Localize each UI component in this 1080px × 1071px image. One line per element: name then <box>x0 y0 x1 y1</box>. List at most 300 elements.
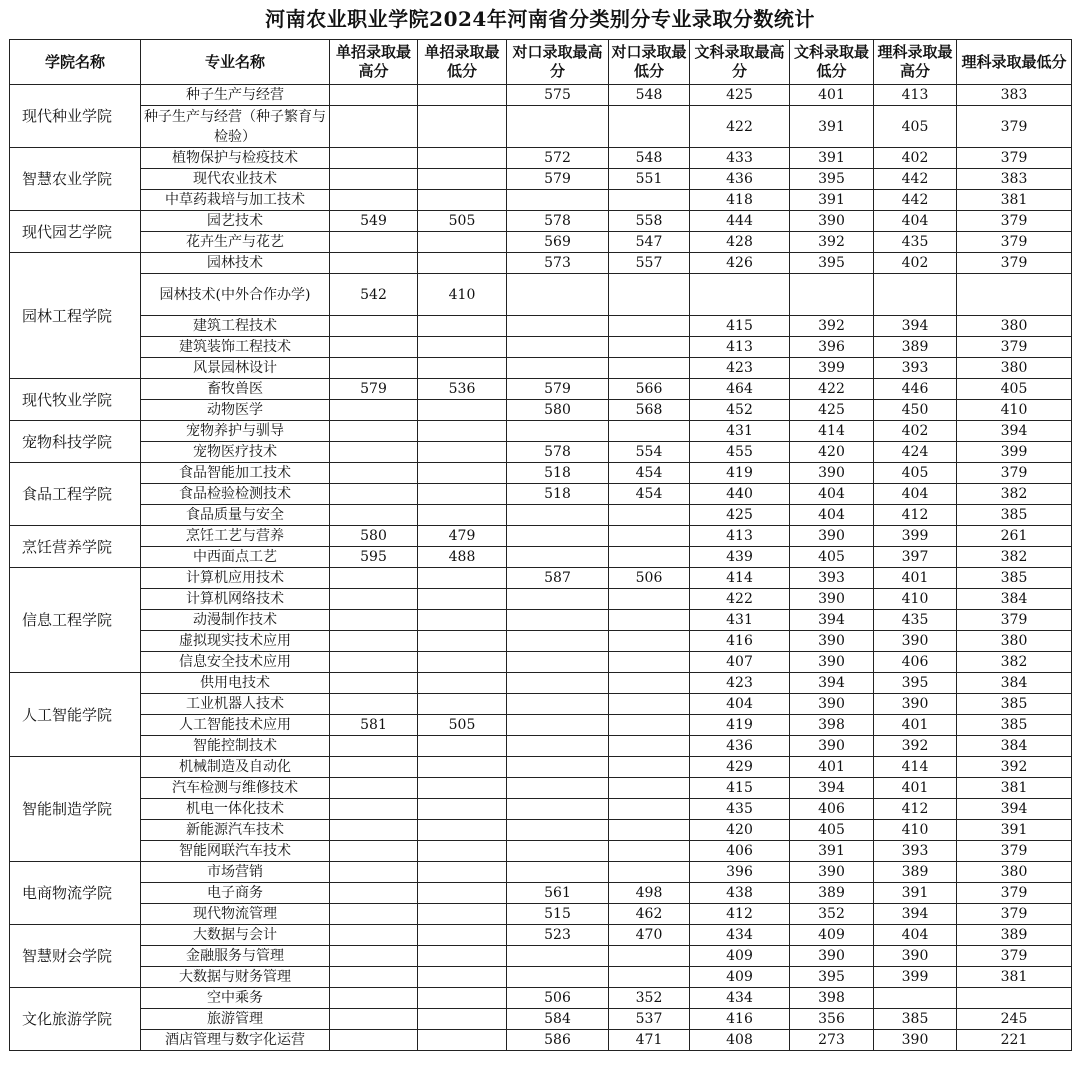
science-min-cell: 384 <box>957 673 1072 694</box>
major-name-cell: 虚拟现实技术应用 <box>141 631 330 652</box>
major-name-cell: 供用电技术 <box>141 673 330 694</box>
arts-max-cell: 409 <box>690 946 790 967</box>
science-min-cell: 261 <box>957 526 1072 547</box>
science-min-cell: 381 <box>957 967 1072 988</box>
vocational-min-cell <box>609 106 690 148</box>
science-max-cell: 424 <box>874 442 957 463</box>
science-min-cell: 405 <box>957 379 1072 400</box>
arts-min-cell: 404 <box>790 505 874 526</box>
college-name-cell: 现代牧业学院 <box>10 379 141 421</box>
arts-min-cell: 390 <box>790 652 874 673</box>
arts-max-cell: 420 <box>690 820 790 841</box>
table-row <box>10 883 1072 904</box>
arts-max-cell: 416 <box>690 631 790 652</box>
single-min-cell <box>418 484 507 505</box>
header-single-max: 单招录取最高分 <box>330 40 418 85</box>
major-name-cell: 智能网联汽车技术 <box>141 841 330 862</box>
vocational-min-cell <box>609 526 690 547</box>
science-min-cell: 379 <box>957 148 1072 169</box>
science-max-cell: 404 <box>874 211 957 232</box>
science-max-cell: 389 <box>874 337 957 358</box>
major-name-cell: 建筑装饰工程技术 <box>141 337 330 358</box>
science-max-cell: 413 <box>874 85 957 106</box>
college-name-cell: 食品工程学院 <box>10 463 141 526</box>
science-min-cell: 380 <box>957 358 1072 379</box>
header-college: 学院名称 <box>10 40 141 85</box>
arts-min-cell: 356 <box>790 1009 874 1030</box>
science-max-cell: 412 <box>874 799 957 820</box>
single-min-cell: 505 <box>418 715 507 736</box>
arts-max-cell: 428 <box>690 232 790 253</box>
single-min-cell <box>418 400 507 421</box>
science-min-cell: 379 <box>957 211 1072 232</box>
arts-max-cell: 423 <box>690 358 790 379</box>
vocational-max-cell: 579 <box>507 169 609 190</box>
vocational-min-cell <box>609 631 690 652</box>
vocational-min-cell: 471 <box>609 1030 690 1051</box>
vocational-max-cell: 578 <box>507 442 609 463</box>
arts-max-cell: 422 <box>690 589 790 610</box>
single-max-cell <box>330 988 418 1009</box>
table-row <box>10 589 1072 610</box>
table-row <box>10 526 1072 547</box>
single-min-cell <box>418 778 507 799</box>
single-max-cell <box>330 589 418 610</box>
arts-min-cell: 394 <box>790 610 874 631</box>
arts-max-cell: 419 <box>690 715 790 736</box>
vocational-min-cell: 566 <box>609 379 690 400</box>
science-min-cell: 379 <box>957 841 1072 862</box>
single-min-cell <box>418 988 507 1009</box>
science-min-cell: 383 <box>957 85 1072 106</box>
table-row <box>10 925 1072 946</box>
science-max-cell: 402 <box>874 148 957 169</box>
science-max-cell: 404 <box>874 925 957 946</box>
science-min-cell: 379 <box>957 904 1072 925</box>
header-arts-min: 文科录取最低分 <box>790 40 874 85</box>
science-min-cell: 391 <box>957 820 1072 841</box>
vocational-max-cell: 518 <box>507 484 609 505</box>
major-name-cell: 动物医学 <box>141 400 330 421</box>
arts-min-cell: 409 <box>790 925 874 946</box>
science-min-cell: 382 <box>957 652 1072 673</box>
college-name-cell: 信息工程学院 <box>10 568 141 673</box>
single-max-cell <box>330 967 418 988</box>
vocational-min-cell <box>609 190 690 211</box>
vocational-max-cell <box>507 694 609 715</box>
science-max-cell: 404 <box>874 484 957 505</box>
science-max-cell: 442 <box>874 169 957 190</box>
arts-min-cell: 401 <box>790 85 874 106</box>
single-max-cell: 549 <box>330 211 418 232</box>
arts-max-cell: 434 <box>690 925 790 946</box>
single-max-cell <box>330 484 418 505</box>
vocational-max-cell: 584 <box>507 1009 609 1030</box>
major-name-cell: 园艺技术 <box>141 211 330 232</box>
single-max-cell <box>330 799 418 820</box>
vocational-max-cell: 578 <box>507 211 609 232</box>
table-row <box>10 673 1072 694</box>
header-vocational-min: 对口录取最低分 <box>609 40 690 85</box>
science-max-cell: 435 <box>874 610 957 631</box>
science-min-cell: 384 <box>957 589 1072 610</box>
single-max-cell <box>330 631 418 652</box>
major-name-cell: 宠物养护与驯导 <box>141 421 330 442</box>
major-name-cell: 汽车检测与维修技术 <box>141 778 330 799</box>
single-max-cell: 581 <box>330 715 418 736</box>
science-min-cell: 380 <box>957 631 1072 652</box>
arts-max-cell: 436 <box>690 736 790 757</box>
arts-min-cell: 391 <box>790 841 874 862</box>
vocational-max-cell <box>507 358 609 379</box>
single-min-cell <box>418 673 507 694</box>
arts-max-cell: 414 <box>690 568 790 589</box>
arts-max-cell: 439 <box>690 547 790 568</box>
science-max-cell: 405 <box>874 463 957 484</box>
vocational-min-cell <box>609 505 690 526</box>
single-min-cell <box>418 694 507 715</box>
science-min-cell: 385 <box>957 694 1072 715</box>
science-min-cell: 385 <box>957 568 1072 589</box>
vocational-min-cell <box>609 799 690 820</box>
major-name-cell: 工业机器人技术 <box>141 694 330 715</box>
arts-max-cell: 438 <box>690 883 790 904</box>
single-min-cell <box>418 862 507 883</box>
arts-max-cell: 426 <box>690 253 790 274</box>
arts-min-cell: 392 <box>790 232 874 253</box>
college-name-cell: 文化旅游学院 <box>10 988 141 1051</box>
vocational-min-cell <box>609 358 690 379</box>
single-min-cell <box>418 463 507 484</box>
single-max-cell <box>330 148 418 169</box>
major-name-cell: 种子生产与经营 <box>141 85 330 106</box>
vocational-max-cell: 523 <box>507 925 609 946</box>
arts-min-cell: 399 <box>790 358 874 379</box>
arts-min-cell: 404 <box>790 484 874 505</box>
table-row <box>10 463 1072 484</box>
single-max-cell <box>330 673 418 694</box>
vocational-max-cell <box>507 652 609 673</box>
major-name-cell: 新能源汽车技术 <box>141 820 330 841</box>
major-name-cell: 现代农业技术 <box>141 169 330 190</box>
vocational-max-cell: 579 <box>507 379 609 400</box>
arts-max-cell: 436 <box>690 169 790 190</box>
arts-min-cell: 422 <box>790 379 874 400</box>
single-min-cell <box>418 883 507 904</box>
science-max-cell: 406 <box>874 652 957 673</box>
table-row <box>10 442 1072 463</box>
science-max-cell: 391 <box>874 883 957 904</box>
single-min-cell <box>418 169 507 190</box>
single-min-cell <box>418 1009 507 1030</box>
vocational-max-cell <box>507 106 609 148</box>
table-row <box>10 862 1072 883</box>
vocational-min-cell: 548 <box>609 148 690 169</box>
vocational-max-cell <box>507 946 609 967</box>
science-min-cell: 379 <box>957 337 1072 358</box>
page-title: 河南农业职业学院2024年河南省分类别分专业录取分数统计 <box>265 7 815 31</box>
arts-max-cell: 429 <box>690 757 790 778</box>
single-max-cell <box>330 946 418 967</box>
vocational-max-cell: 518 <box>507 463 609 484</box>
science-max-cell <box>874 274 957 316</box>
arts-min-cell: 390 <box>790 946 874 967</box>
vocational-min-cell <box>609 421 690 442</box>
table-row <box>10 169 1072 190</box>
vocational-min-cell: 506 <box>609 568 690 589</box>
arts-max-cell: 435 <box>690 799 790 820</box>
arts-max-cell: 431 <box>690 610 790 631</box>
single-max-cell <box>330 778 418 799</box>
arts-max-cell: 452 <box>690 400 790 421</box>
table-row <box>10 148 1072 169</box>
vocational-max-cell: 573 <box>507 253 609 274</box>
arts-max-cell <box>690 274 790 316</box>
table-row <box>10 799 1072 820</box>
science-min-cell: 389 <box>957 925 1072 946</box>
arts-min-cell: 390 <box>790 694 874 715</box>
arts-max-cell: 464 <box>690 379 790 400</box>
major-name-cell: 机电一体化技术 <box>141 799 330 820</box>
science-max-cell: 401 <box>874 778 957 799</box>
vocational-min-cell: 498 <box>609 883 690 904</box>
vocational-min-cell: 558 <box>609 211 690 232</box>
college-name-cell: 智慧农业学院 <box>10 148 141 211</box>
single-min-cell <box>418 190 507 211</box>
college-name-cell: 烹饪营养学院 <box>10 526 141 568</box>
single-min-cell: 505 <box>418 211 507 232</box>
table-row <box>10 610 1072 631</box>
major-name-cell: 风景园林设计 <box>141 358 330 379</box>
arts-max-cell: 404 <box>690 694 790 715</box>
single-max-cell <box>330 253 418 274</box>
single-max-cell <box>330 736 418 757</box>
arts-min-cell: 389 <box>790 883 874 904</box>
science-min-cell: 379 <box>957 253 1072 274</box>
single-min-cell <box>418 148 507 169</box>
science-min-cell <box>957 988 1072 1009</box>
table-row <box>10 85 1072 106</box>
single-max-cell <box>330 841 418 862</box>
single-min-cell <box>418 589 507 610</box>
science-max-cell: 390 <box>874 946 957 967</box>
arts-min-cell: 391 <box>790 148 874 169</box>
table-row <box>10 568 1072 589</box>
arts-max-cell: 413 <box>690 526 790 547</box>
vocational-max-cell: 586 <box>507 1030 609 1051</box>
single-max-cell <box>330 463 418 484</box>
science-max-cell: 394 <box>874 316 957 337</box>
vocational-min-cell: 537 <box>609 1009 690 1030</box>
arts-min-cell: 398 <box>790 715 874 736</box>
science-min-cell: 379 <box>957 883 1072 904</box>
science-min-cell: 394 <box>957 421 1072 442</box>
arts-max-cell: 396 <box>690 862 790 883</box>
single-min-cell <box>418 1030 507 1051</box>
single-max-cell <box>330 190 418 211</box>
arts-max-cell: 455 <box>690 442 790 463</box>
vocational-min-cell <box>609 694 690 715</box>
science-min-cell: 381 <box>957 778 1072 799</box>
single-min-cell: 536 <box>418 379 507 400</box>
arts-min-cell: 394 <box>790 778 874 799</box>
science-min-cell: 379 <box>957 463 1072 484</box>
science-min-cell: 245 <box>957 1009 1072 1030</box>
single-min-cell <box>418 841 507 862</box>
vocational-min-cell <box>609 337 690 358</box>
table-row <box>10 484 1072 505</box>
single-max-cell <box>330 652 418 673</box>
arts-min-cell: 395 <box>790 169 874 190</box>
single-max-cell <box>330 820 418 841</box>
table-row <box>10 694 1072 715</box>
arts-max-cell: 444 <box>690 211 790 232</box>
single-max-cell <box>330 358 418 379</box>
major-name-cell: 金融服务与管理 <box>141 946 330 967</box>
science-max-cell: 446 <box>874 379 957 400</box>
single-max-cell <box>330 1030 418 1051</box>
arts-min-cell: 390 <box>790 862 874 883</box>
vocational-max-cell <box>507 316 609 337</box>
single-max-cell: 542 <box>330 274 418 316</box>
science-max-cell: 412 <box>874 505 957 526</box>
vocational-min-cell <box>609 946 690 967</box>
arts-min-cell <box>790 274 874 316</box>
table-row <box>10 946 1072 967</box>
single-min-cell <box>418 316 507 337</box>
admission-score-table <box>9 39 1072 1051</box>
single-min-cell <box>418 106 507 148</box>
single-min-cell <box>418 652 507 673</box>
science-max-cell: 385 <box>874 1009 957 1030</box>
vocational-min-cell <box>609 820 690 841</box>
vocational-min-cell: 568 <box>609 400 690 421</box>
college-name-cell: 电商物流学院 <box>10 862 141 925</box>
science-max-cell: 399 <box>874 967 957 988</box>
single-max-cell <box>330 505 418 526</box>
arts-min-cell: 395 <box>790 253 874 274</box>
major-name-cell: 中西面点工艺 <box>141 547 330 568</box>
major-name-cell: 信息安全技术应用 <box>141 652 330 673</box>
science-max-cell: 414 <box>874 757 957 778</box>
major-name-cell: 旅游管理 <box>141 1009 330 1030</box>
major-name-cell: 酒店管理与数字化运营 <box>141 1030 330 1051</box>
arts-min-cell: 398 <box>790 988 874 1009</box>
single-max-cell <box>330 757 418 778</box>
major-name-cell: 大数据与财务管理 <box>141 967 330 988</box>
major-name-cell: 电子商务 <box>141 883 330 904</box>
single-max-cell <box>330 925 418 946</box>
science-max-cell: 390 <box>874 694 957 715</box>
table-row <box>10 1009 1072 1030</box>
science-max-cell: 435 <box>874 232 957 253</box>
arts-max-cell: 425 <box>690 85 790 106</box>
major-name-cell: 现代物流管理 <box>141 904 330 925</box>
vocational-min-cell <box>609 610 690 631</box>
table-body <box>10 85 1072 1051</box>
arts-min-cell: 396 <box>790 337 874 358</box>
science-max-cell: 402 <box>874 421 957 442</box>
major-name-cell: 植物保护与检疫技术 <box>141 148 330 169</box>
single-min-cell <box>418 442 507 463</box>
single-max-cell <box>330 904 418 925</box>
vocational-min-cell <box>609 862 690 883</box>
arts-max-cell: 425 <box>690 505 790 526</box>
single-max-cell <box>330 883 418 904</box>
arts-max-cell: 423 <box>690 673 790 694</box>
arts-max-cell: 409 <box>690 967 790 988</box>
science-max-cell: 410 <box>874 820 957 841</box>
vocational-min-cell <box>609 274 690 316</box>
single-min-cell <box>418 757 507 778</box>
college-name-cell: 园林工程学院 <box>10 253 141 379</box>
major-name-cell: 智能控制技术 <box>141 736 330 757</box>
table-row <box>10 190 1072 211</box>
science-max-cell: 389 <box>874 862 957 883</box>
table-row <box>10 379 1072 400</box>
header-vocational-max: 对口录取最高分 <box>507 40 609 85</box>
science-min-cell: 383 <box>957 169 1072 190</box>
vocational-max-cell: 587 <box>507 568 609 589</box>
table-row <box>10 631 1072 652</box>
table-row <box>10 505 1072 526</box>
vocational-max-cell: 561 <box>507 883 609 904</box>
vocational-min-cell: 470 <box>609 925 690 946</box>
arts-max-cell: 431 <box>690 421 790 442</box>
college-name-cell: 现代园艺学院 <box>10 211 141 253</box>
vocational-min-cell <box>609 652 690 673</box>
table-row <box>10 316 1072 337</box>
major-name-cell: 市场营销 <box>141 862 330 883</box>
arts-min-cell: 425 <box>790 400 874 421</box>
single-max-cell <box>330 85 418 106</box>
science-max-cell: 402 <box>874 253 957 274</box>
vocational-max-cell: 515 <box>507 904 609 925</box>
header-single-min: 单招录取最低分 <box>418 40 507 85</box>
major-name-cell: 畜牧兽医 <box>141 379 330 400</box>
arts-min-cell: 390 <box>790 589 874 610</box>
major-name-cell: 花卉生产与花艺 <box>141 232 330 253</box>
vocational-min-cell: 551 <box>609 169 690 190</box>
arts-min-cell: 395 <box>790 967 874 988</box>
single-max-cell: 580 <box>330 526 418 547</box>
vocational-max-cell <box>507 673 609 694</box>
single-max-cell <box>330 316 418 337</box>
arts-max-cell: 434 <box>690 988 790 1009</box>
table-row <box>10 652 1072 673</box>
science-min-cell: 379 <box>957 610 1072 631</box>
major-name-cell: 建筑工程技术 <box>141 316 330 337</box>
vocational-max-cell <box>507 736 609 757</box>
vocational-max-cell <box>507 421 609 442</box>
college-name-cell: 智慧财会学院 <box>10 925 141 988</box>
major-name-cell: 计算机网络技术 <box>141 589 330 610</box>
vocational-max-cell <box>507 337 609 358</box>
arts-min-cell: 405 <box>790 547 874 568</box>
science-max-cell: 390 <box>874 1030 957 1051</box>
major-name-cell: 食品智能加工技术 <box>141 463 330 484</box>
science-min-cell <box>957 274 1072 316</box>
arts-min-cell: 406 <box>790 799 874 820</box>
major-name-cell: 机械制造及自动化 <box>141 757 330 778</box>
table-row <box>10 967 1072 988</box>
vocational-max-cell <box>507 862 609 883</box>
single-min-cell: 479 <box>418 526 507 547</box>
arts-min-cell: 393 <box>790 568 874 589</box>
vocational-max-cell <box>507 715 609 736</box>
table-row <box>10 736 1072 757</box>
science-max-cell: 442 <box>874 190 957 211</box>
